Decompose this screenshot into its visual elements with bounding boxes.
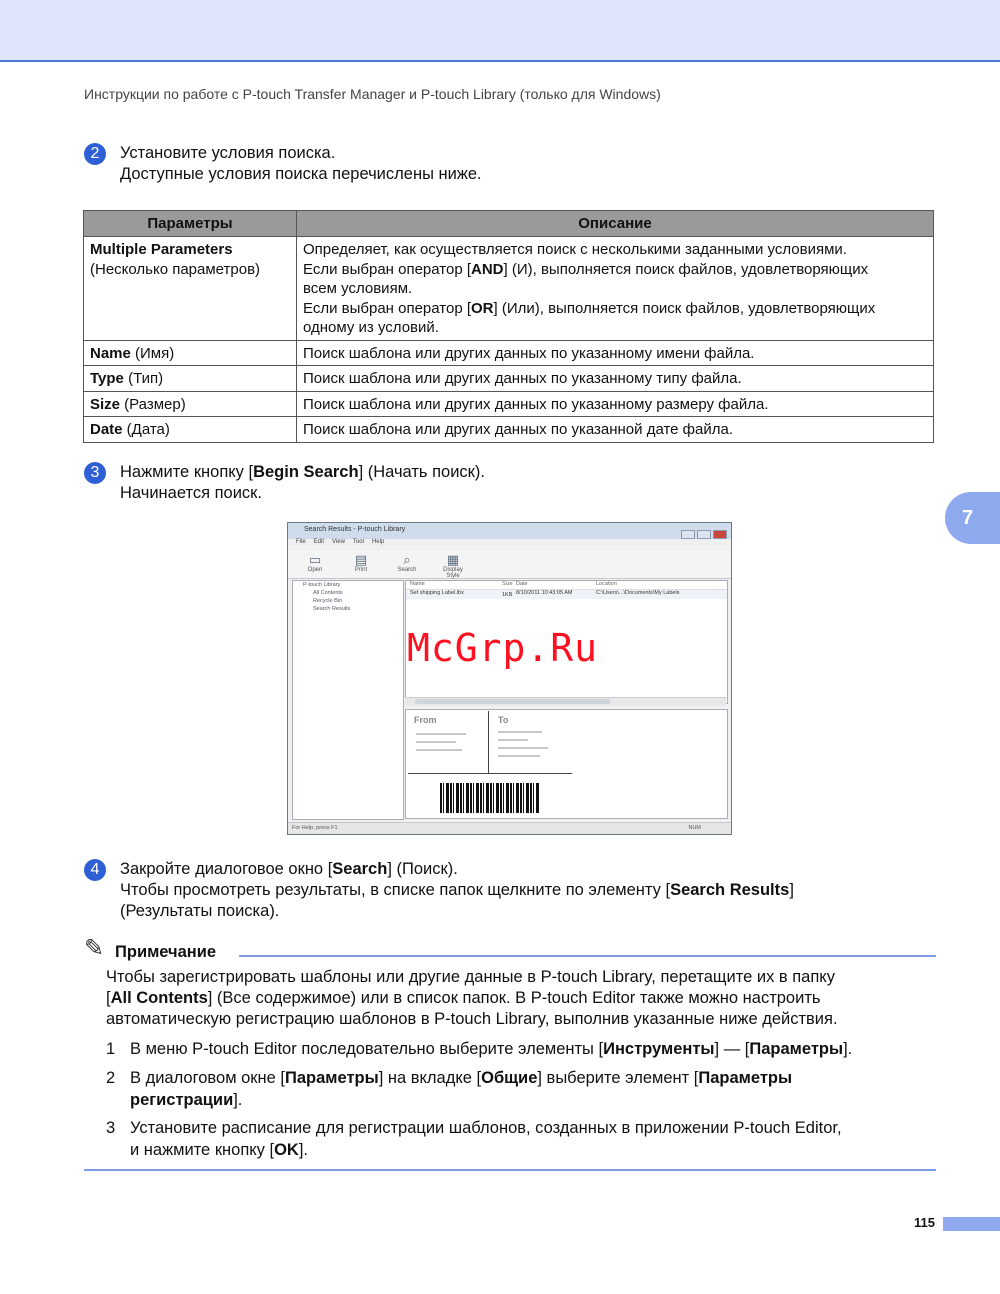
table-header-row xyxy=(84,211,934,237)
toolbar xyxy=(288,550,731,579)
note-end-rule xyxy=(84,1169,936,1171)
description-line: одному из условий. xyxy=(303,319,439,336)
page-number: 115 xyxy=(914,1215,935,1230)
step-line: Доступные условия поиска перечислены ниже. xyxy=(120,165,482,183)
window-title: Search Results - P-touch Library xyxy=(304,526,406,533)
param-translation: (Несколько параметров) xyxy=(90,260,261,278)
description-line: всем условиям. xyxy=(303,280,413,297)
step-line: Начинается поиск. xyxy=(120,484,262,502)
tree-item: Search Results xyxy=(313,606,351,612)
status-bar: For Help, press F1 NUM xyxy=(288,822,731,835)
page-number-bar xyxy=(943,1217,1000,1231)
step-line: (Результаты поиска). xyxy=(120,902,280,920)
tree-item: P-touch Library xyxy=(303,582,341,588)
note-body xyxy=(106,967,926,1030)
step-line: Установите условия поиска. xyxy=(120,144,336,162)
param-cell: Name (Имя) xyxy=(84,340,297,366)
window-controls xyxy=(679,526,727,536)
table-row xyxy=(84,237,934,341)
step-line: Чтобы просмотреть результаты, в списке папок щелкните по элементу [Search Results] xyxy=(120,881,794,899)
maximize-icon xyxy=(697,530,711,539)
menu-tool: Tool xyxy=(352,539,364,545)
table-row xyxy=(84,366,934,392)
param-cell: Size (Размер) xyxy=(84,391,297,417)
folder-icon: ▭ xyxy=(308,552,322,567)
barcode xyxy=(440,783,540,813)
watermark: McGrp.Ru xyxy=(407,626,599,670)
library-window-screenshot xyxy=(287,522,732,835)
description-cell: Поиск шаблона или других данных по указанному имени файла. xyxy=(297,340,934,366)
table-row xyxy=(84,391,934,417)
table-row xyxy=(84,340,934,366)
folder-tree xyxy=(292,580,404,820)
column-header: Параметры xyxy=(84,211,297,237)
description-line: Если выбран оператор [AND] (И), выполняется поиск файлов, удовлетворяющих xyxy=(303,260,869,278)
step-number-badge: 4 xyxy=(84,859,106,881)
step-line: Закройте диалоговое окно [Search] (Поиск). xyxy=(120,860,458,878)
step-line: Нажмите кнопку [Begin Search] (Начать поиск). xyxy=(120,463,485,481)
step-number-badge: 2 xyxy=(84,143,106,165)
description-line: Определяет, как осуществляется поиск с несколькими заданными условиями. xyxy=(303,241,847,258)
horizontal-scrollbar xyxy=(405,697,726,706)
printer-icon: ▤ xyxy=(354,552,368,567)
search-icon: ⌕ xyxy=(403,552,411,567)
note-line: Чтобы зарегистрировать шаблоны или другие данные в P-touch Library, перетащите их в папку xyxy=(106,968,835,986)
window-titlebar xyxy=(288,523,731,539)
tree-item: All Contents xyxy=(313,590,343,596)
step-text xyxy=(120,143,482,185)
description-line: Если выбран оператор [OR] (Или), выполняется поиск файлов, удовлетворяющих xyxy=(303,299,876,317)
tree-item: Recycle Bin xyxy=(313,598,343,604)
note-pencil-icon: ✎ xyxy=(84,935,105,962)
note-line: [All Contents] (Все содержимое) или в список папок. В P-touch Editor также можно настроить xyxy=(106,989,821,1007)
description-cell: Поиск шаблона или других данных по указанному типу файла. xyxy=(297,366,934,392)
param-cell: Date (Дата) xyxy=(84,417,297,443)
menu-file: File xyxy=(296,539,306,545)
chapter-tab: 7 xyxy=(945,492,1000,544)
menu-view: View xyxy=(332,539,345,545)
step-number-badge: 3 xyxy=(84,462,106,484)
menu-edit: Edit xyxy=(313,539,325,545)
param-cell: Type (Тип) xyxy=(84,366,297,392)
search-parameters-table xyxy=(83,210,934,443)
display-style-button: ▦ Display Style xyxy=(436,553,470,577)
label-to: To xyxy=(498,715,509,725)
close-icon xyxy=(713,530,727,539)
param-name: Multiple Parameters xyxy=(90,241,233,258)
description-cell xyxy=(297,237,934,341)
search-button: ⌕ Search xyxy=(390,553,424,577)
print-button: ▤ Print xyxy=(344,553,378,577)
menu-help: Help xyxy=(371,539,385,545)
menu-bar xyxy=(288,539,731,549)
table-row xyxy=(84,417,934,443)
note-header xyxy=(84,937,936,963)
open-button: ▭ Open xyxy=(298,553,332,577)
param-cell xyxy=(84,237,297,341)
list-header: Name Size Date Location xyxy=(406,581,727,590)
description-cell: Поиск шаблона или других данных по указанной дате файла. xyxy=(297,417,934,443)
description-cell: Поиск шаблона или других данных по указанному размеру файла. xyxy=(297,391,934,417)
note-title: Примечание xyxy=(115,943,217,961)
minimize-icon xyxy=(681,530,695,539)
column-header: Описание xyxy=(297,211,934,237)
label-from: From xyxy=(414,715,437,725)
grid-icon: ▦ xyxy=(446,552,460,567)
top-band xyxy=(0,0,1000,62)
step-text xyxy=(120,462,485,504)
label-preview xyxy=(405,709,728,819)
note-line: автоматическую регистрацию шаблонов в P-touch Library, выполнив указанные ниже действия. xyxy=(106,1010,838,1028)
shipping-label xyxy=(408,711,572,815)
list-item: Set shipping Label.lbx 1KB 8/10/2011 10:43:05 AM C:\Users\...\Documents\My Labels xyxy=(406,590,727,599)
running-header: Инструкции по работе с P-touch Transfer Manager и P-touch Library (только для Windows) xyxy=(84,86,661,102)
step-text xyxy=(120,859,794,922)
